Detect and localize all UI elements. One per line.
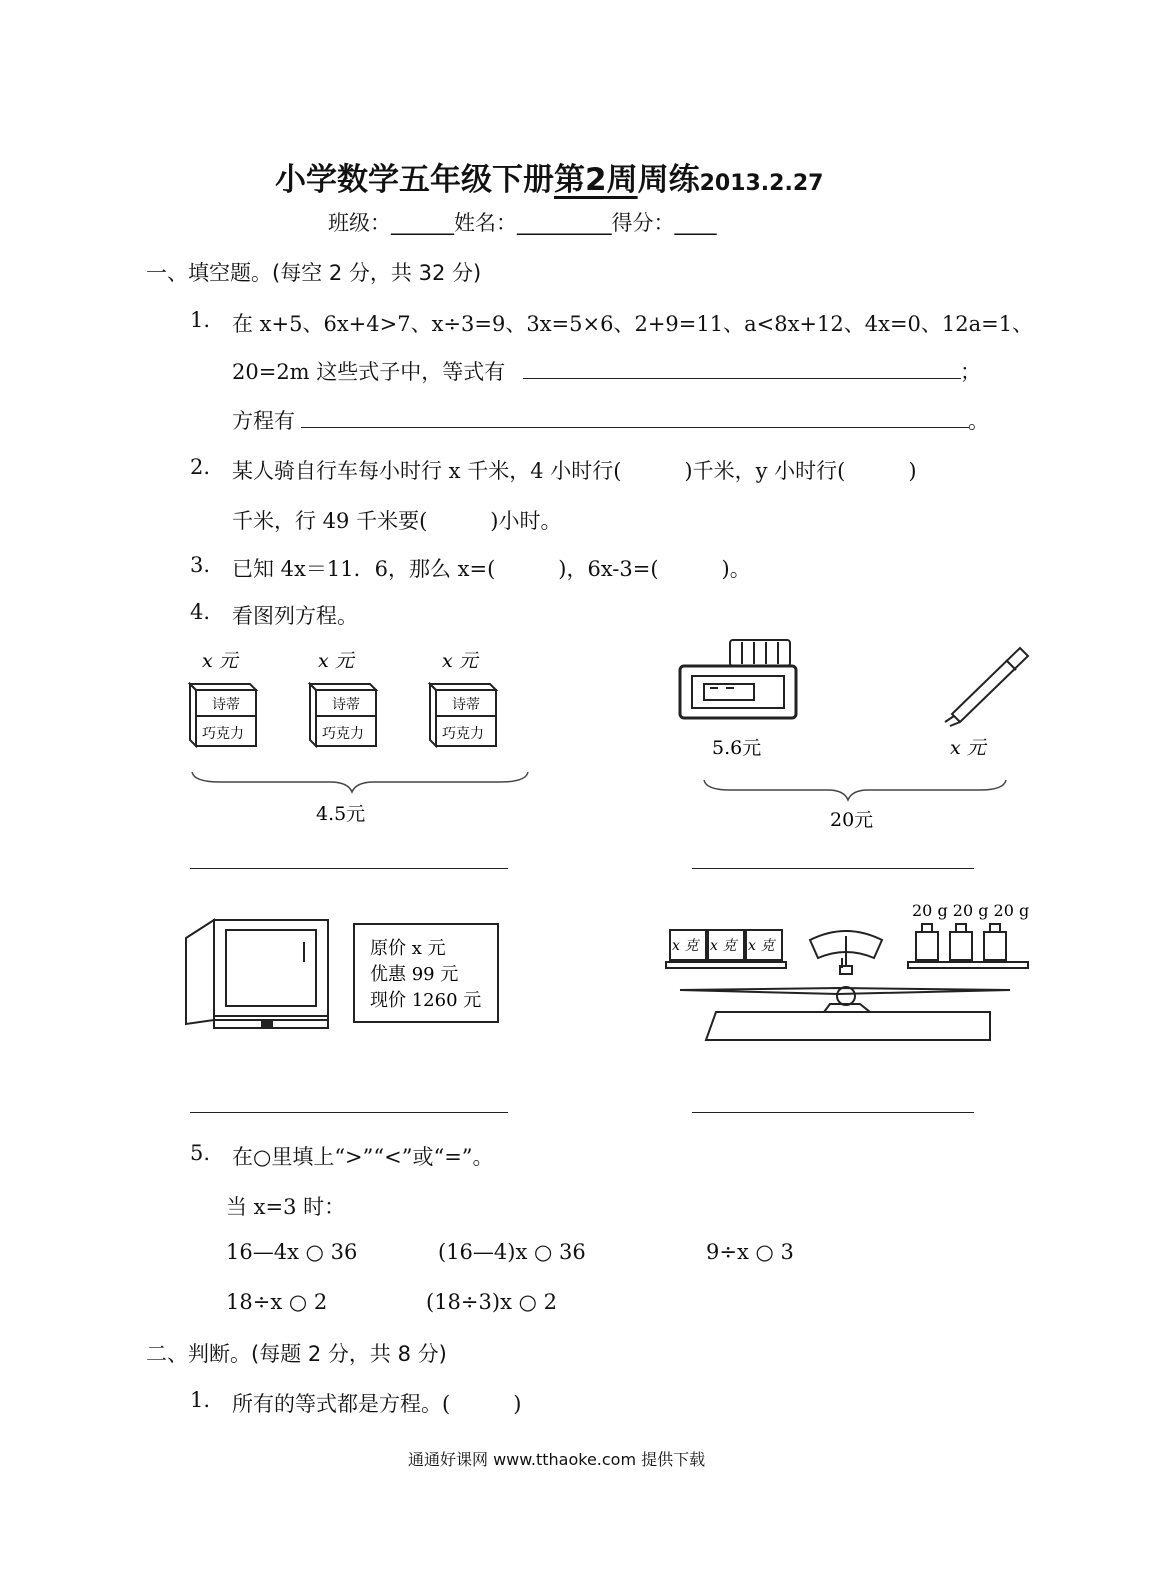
name-label: 姓名： — [454, 211, 517, 235]
q5-item-2[interactable]: (16—4)x ○ 36 — [438, 1240, 586, 1264]
fig2-answer-line[interactable] — [692, 868, 974, 869]
s2-q1-number: 1. — [190, 1388, 211, 1412]
box2-price-label: x 元 — [318, 650, 354, 672]
footer-source: 通通好课网 www.tthaoke.com 提供下载 — [408, 1450, 706, 1469]
title-date: 2013.2.27 — [699, 171, 824, 196]
figure-tv-price — [184, 912, 514, 1042]
fig4-answer-line[interactable] — [692, 1112, 974, 1113]
box3-top-label: 诗蒂 — [452, 697, 480, 713]
class-label: 班级： — [328, 211, 391, 235]
q5-item-4[interactable]: 18÷x ○ 2 — [226, 1290, 328, 1314]
q2-line2: 千米，行 49 千米要( )小时。 — [232, 509, 562, 533]
title-main: 小学数学五年级下册 — [275, 162, 554, 198]
class-blank[interactable]: ______ — [391, 211, 454, 235]
q1-line2: 20=2m 这些式子中，等式有 — [232, 360, 506, 384]
s2-q1-text: 所有的等式都是方程。( ) — [232, 1392, 522, 1416]
weights-label: 20 g 20 g 20 g — [912, 901, 1030, 920]
left-box-3-label: x 克 — [748, 938, 775, 954]
box3-price-label: x 元 — [442, 650, 478, 672]
q1-line1: 在 x+5、6x+4>7、x÷3=9、3x=5×6、2+9=11、a<8x+12、4x=0、12a=1、 — [232, 312, 1034, 336]
q3-text: 已知 4x＝11．6，那么 x=( )，6x-3=( )。 — [232, 557, 751, 581]
section2-heading: 二、判断。(每题 2 分，共 8 分) — [146, 1342, 447, 1366]
box2-bottom-label: 巧克力 — [322, 726, 364, 742]
q2-number: 2. — [190, 455, 211, 479]
brace — [704, 780, 1006, 800]
left-box-1-label: x 克 — [672, 938, 699, 954]
fig3-answer-line[interactable] — [190, 1112, 508, 1113]
q2-line1: 某人骑自行车每小时行 x 千米，4 小时行( )千米，y 小时行( ) — [232, 459, 917, 483]
current-price: 现价 1260 元 — [370, 990, 482, 1011]
fig1-answer-line[interactable] — [190, 868, 508, 869]
title-week: 第2周 — [554, 162, 638, 198]
scale-dial-icon — [810, 931, 882, 974]
q5-text: 在○里填上“>”“<”或“=”。 — [232, 1145, 494, 1169]
title-rest: 周练 — [637, 162, 700, 198]
total-price-label: 20元 — [830, 809, 874, 831]
box1-bottom-label: 巧克力 — [202, 726, 244, 742]
q1-semicolon: ； — [960, 360, 981, 384]
q5-item-1[interactable]: 16—4x ○ 36 — [226, 1240, 358, 1264]
q5-item-3[interactable]: 9÷x ○ 3 — [706, 1240, 794, 1264]
figure-chocolate-boxes — [180, 640, 540, 840]
student-info-line — [328, 207, 717, 237]
q4-number: 4. — [190, 600, 211, 624]
q4-text: 看图列方程。 — [232, 604, 358, 628]
box2-top-label: 诗蒂 — [332, 697, 360, 713]
q5-number: 5. — [190, 1141, 211, 1165]
q5-item-5[interactable]: (18÷3)x ○ 2 — [426, 1290, 557, 1314]
q1-number: 1. — [190, 308, 211, 332]
right-pan-weights — [908, 924, 1028, 968]
section1-heading: 一、填空题。(每空 2 分，共 32 分) — [146, 261, 482, 285]
ink-price-label: 5.6元 — [712, 737, 762, 759]
page-title — [275, 154, 823, 199]
q1-line3: 方程有 — [232, 409, 295, 433]
scale-base — [680, 987, 1010, 1040]
figure-ink-and-pen — [670, 636, 1050, 836]
pen-icon — [945, 648, 1028, 726]
left-box-2-label: x 克 — [710, 938, 737, 954]
brace — [192, 772, 528, 792]
score-blank[interactable]: ____ — [674, 211, 717, 235]
q1-equation-set-answer-line[interactable] — [301, 427, 969, 428]
name-blank[interactable]: _________ — [517, 211, 612, 235]
score-label: 得分： — [611, 211, 675, 235]
tv-icon — [186, 920, 328, 1028]
q3-number: 3. — [190, 553, 211, 577]
box1-top-label: 诗蒂 — [212, 697, 240, 713]
figure-balance-scale — [660, 896, 1036, 1046]
q1-equation-answer-line[interactable] — [523, 378, 961, 379]
pen-price-label: x 元 — [950, 737, 986, 759]
total-price-label: 4.5元 — [316, 803, 366, 825]
box3-bottom-label: 巧克力 — [442, 726, 484, 742]
discount: 优惠 99 元 — [370, 964, 459, 985]
original-price: 原价 x 元 — [370, 938, 446, 959]
ink-bottle-icon — [680, 640, 796, 718]
q5-condition: 当 x=3 时： — [226, 1195, 346, 1219]
box1-price-label: x 元 — [202, 650, 238, 672]
q1-period: 。 — [968, 409, 989, 433]
